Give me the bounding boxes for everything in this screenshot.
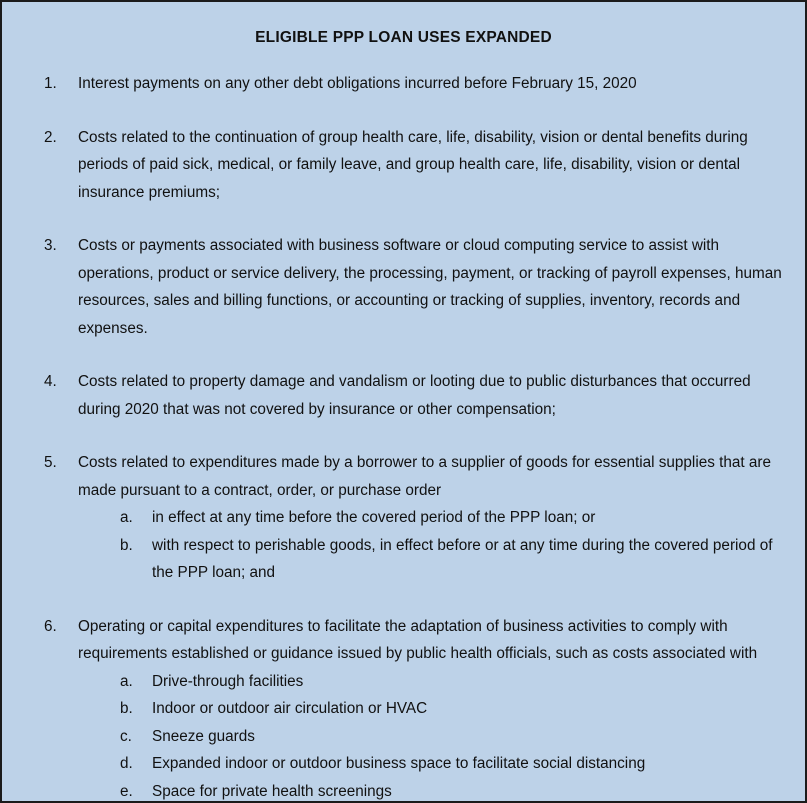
list-item — [2, 232, 805, 342]
list-item — [2, 613, 805, 803]
sub-list-item-text: Space for private health screenings — [152, 782, 392, 800]
sub-list-item — [78, 504, 791, 532]
list-item-marker: 5. — [44, 454, 57, 471]
sub-list-item-text: Expanded indoor or outdoor business space to facilitate social distancing — [152, 755, 646, 772]
sub-list-item-text: Drive-through facilities — [152, 672, 304, 690]
list-item — [2, 368, 805, 423]
list-item-text: Operating or capital expenditures to facilitate the adaptation of business activities to comply with requirements established or guidance issued by public health officials, such as costs associated with — [78, 617, 758, 662]
list-item-body — [78, 70, 791, 98]
sub-list-item-marker: b. — [120, 536, 133, 554]
list-item-body — [78, 368, 791, 423]
sub-list-item — [78, 723, 791, 751]
sub-list-item — [78, 668, 791, 696]
list-item-marker: 2. — [44, 128, 57, 146]
sub-list — [78, 668, 791, 803]
list-item — [2, 124, 805, 207]
sub-list-item — [78, 532, 791, 587]
list-item-marker: 3. — [44, 237, 57, 254]
list-item-body — [78, 124, 791, 207]
list-item-body — [78, 613, 791, 803]
list-item-body — [78, 232, 791, 342]
sub-list-item-marker: a. — [120, 509, 133, 526]
list-item-text: Costs related to property damage and vandalism or looting due to public disturbances that occurred during 2020 that was not covered by insurance or other compensation; — [78, 373, 751, 418]
sub-list-item-marker: a. — [120, 672, 133, 690]
sub-list-item-marker: d. — [120, 755, 133, 772]
sub-list — [78, 504, 791, 587]
list-item-marker: 4. — [44, 373, 57, 390]
list-item-text: Interest payments on any other debt obligations incurred before February 15, 2020 — [78, 75, 637, 92]
list-item-marker: 1. — [44, 75, 57, 92]
list-item-text: Costs related to the continuation of group health care, life, disability, vision or dental benefits during periods of paid sick, medical, or family leave, and group health care, life, disability, vision or dental insurance premiums; — [78, 128, 748, 201]
sub-list-item-text: with respect to perishable goods, in effect before or at any time during the covered period of the PPP loan; and — [152, 536, 773, 581]
list-item — [2, 449, 805, 587]
sub-list-item-marker: b. — [120, 700, 133, 717]
sub-list-item-text: Indoor or outdoor air circulation or HVAC — [152, 700, 428, 717]
sub-list-item — [78, 695, 791, 723]
page-title: ELIGIBLE PPP LOAN USES EXPANDED — [255, 29, 552, 46]
sub-list-item-marker: e. — [120, 782, 133, 800]
list-item-marker: 6. — [44, 617, 57, 635]
list-item-text: Costs related to expenditures made by a borrower to a supplier of goods for essential supplies that are made pursuant to a contract, order, or purchase order — [78, 454, 771, 499]
list-item-body — [78, 449, 791, 587]
list-item — [2, 70, 805, 98]
list-item-text: Costs or payments associated with business software or cloud computing service to assist with operations, product or service delivery, the processing, payment, or tracking of payroll expenses, human resources, sales and billing functions, or accounting or tracking of supplies, inventory, records and expenses. — [78, 237, 782, 337]
sub-list-item-marker: c. — [120, 727, 132, 745]
eligible-uses-list — [2, 70, 805, 803]
sub-list-item — [78, 778, 791, 803]
sub-list-item-text: Sneeze guards — [152, 727, 255, 745]
sub-list-item-text: in effect at any time before the covered period of the PPP loan; or — [152, 509, 596, 526]
sub-list-item — [78, 750, 791, 778]
